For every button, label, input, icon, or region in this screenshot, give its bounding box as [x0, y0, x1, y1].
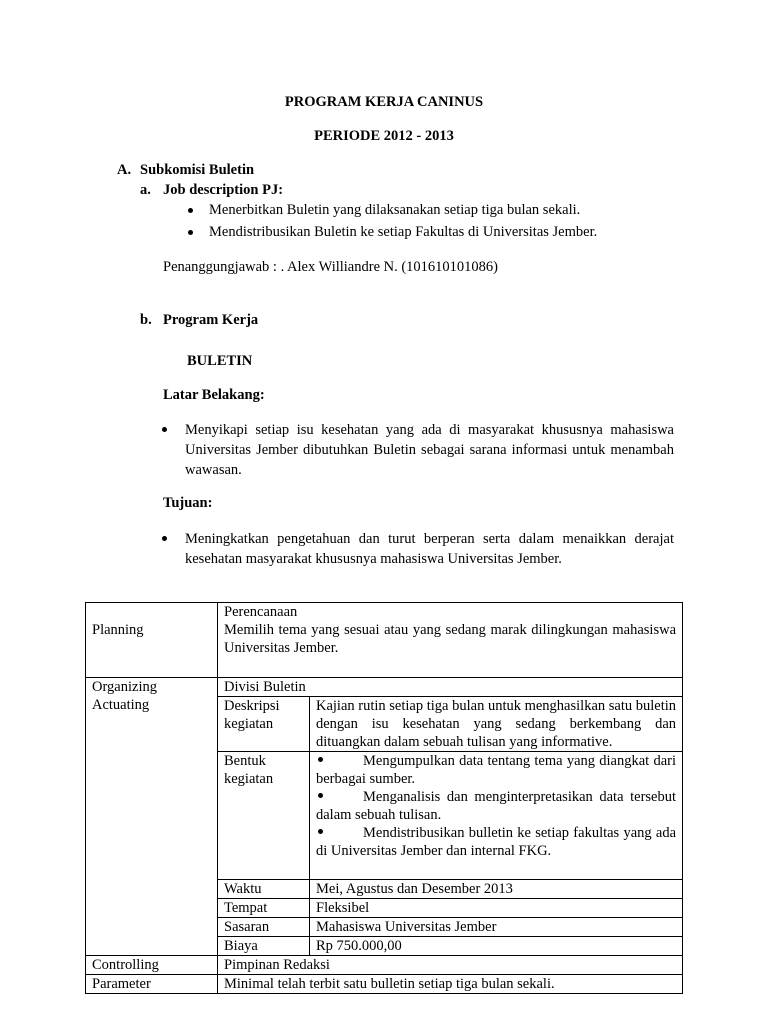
document-period: PERIODE 2012 - 2013 — [314, 128, 454, 144]
bullet-icon — [162, 427, 167, 432]
organizing-label: Organizing — [92, 678, 157, 695]
tempat-value: Fleksibel — [316, 899, 370, 916]
bullet-icon — [318, 793, 323, 798]
tempat-value-cell — [310, 898, 683, 917]
document-title: PROGRAM KERJA CANINUS — [284, 94, 484, 110]
subsection-a-heading: Job description PJ: — [163, 182, 284, 198]
bentuk-item-3-text: Mendistribusikan bulletin ke setiap fakultas yang ada di Universitas Jember dan internal FKG. — [316, 824, 677, 859]
sasaran-label: Sasaran — [224, 918, 270, 935]
job-bullet-2: Mendistribusikan Buletin ke setiap Fakultas di Universitas Jember. — [209, 224, 598, 240]
bentuk-item-3 — [316, 824, 676, 860]
biaya-label-cell — [218, 936, 310, 955]
actuating-label: Actuating — [92, 697, 150, 713]
bullet-icon — [188, 230, 193, 235]
goal-heading: Tujuan: — [163, 495, 213, 511]
background-heading: Latar Belakang: — [163, 387, 265, 403]
sasaran-value: Mahasiswa Universitas Jember — [316, 918, 497, 935]
bentuk-items-cell — [310, 751, 683, 879]
bentuk-item-1-text: Mengumpulkan data tentang tema yang diangkat dari berbagai sumber. — [316, 752, 677, 787]
planning-text-cell — [218, 621, 683, 677]
job-bullet-1: Menerbitkan Buletin yang dilaksanakan setiap tiga bulan sekali. — [209, 202, 581, 218]
organizing-label-cell — [86, 677, 218, 696]
sasaran-label-cell — [218, 917, 310, 936]
biaya-value-cell — [310, 936, 683, 955]
tempat-label-cell — [218, 898, 310, 917]
background-text: Menyikapi setiap isu kesehatan yang ada di masyarakat khususnya mahasiswa Universitas Jember dibutuhkan Buletin sebagai sarana informasi untuk menambah wawasan. — [185, 422, 674, 478]
deskripsi-text-cell — [310, 696, 683, 751]
deskripsi-label: Deskripsi kegiatan — [224, 697, 280, 732]
deskripsi-text: Kajian rutin setiap tiga bulan untuk menghasilkan satu buletin dengan isu kesehatan yang sedang berkembang dan dituangkan dalam sebuah tulisan yang informative. — [316, 697, 677, 750]
sasaran-value-cell — [310, 917, 683, 936]
waktu-label-cell — [218, 879, 310, 898]
bentuk-item-1 — [316, 752, 676, 788]
parameter-value-cell — [218, 974, 683, 993]
bullet-icon — [318, 757, 323, 762]
program-table — [85, 602, 683, 994]
deskripsi-label-cell — [218, 696, 310, 751]
planning-text: Memilih tema yang sesuai atau yang sedang marak dilingkungan mahasiswa Universitas Jember. — [224, 622, 677, 656]
tempat-label: Tempat — [224, 899, 268, 916]
waktu-value-cell — [310, 879, 683, 898]
planning-label: Planning — [92, 622, 144, 638]
bentuk-label-cell — [218, 751, 310, 879]
biaya-value: Rp 750.000,00 — [316, 937, 402, 954]
perencanaan-cell — [218, 603, 683, 622]
organizing-value: Divisi Buletin — [224, 678, 306, 695]
perencanaan-label: Perencanaan — [224, 604, 298, 620]
parameter-value: Minimal telah terbit satu bulletin setiap tiga bulan sekali. — [224, 975, 555, 992]
bullet-icon — [188, 208, 193, 213]
table-cell-empty — [86, 603, 218, 622]
program-name: BULETIN — [187, 353, 253, 369]
goal-text: Meningkatkan pengetahuan dan turut berperan serta dalam menaikkan derajat kesehatan masyarakat khususnya mahasiswa Universitas Jember. — [185, 531, 674, 567]
bullet-icon — [162, 536, 167, 541]
controlling-value-cell — [218, 955, 683, 974]
subsection-b-marker: b. — [140, 312, 152, 328]
parameter-label-cell — [86, 974, 218, 993]
subsection-b-heading: Program Kerja — [163, 312, 259, 328]
biaya-label: Biaya — [224, 937, 258, 954]
bullet-icon — [318, 829, 323, 834]
bentuk-label: Bentuk kegiatan — [224, 752, 274, 787]
waktu-value: Mei, Agustus dan Desember 2013 — [316, 880, 513, 897]
planning-label-cell — [86, 621, 218, 677]
organizing-value-cell — [218, 677, 683, 696]
controlling-label: Controlling — [92, 956, 159, 973]
parameter-label: Parameter — [92, 975, 151, 992]
waktu-label: Waktu — [224, 880, 262, 897]
controlling-value: Pimpinan Redaksi — [224, 956, 330, 973]
controlling-label-cell — [86, 955, 218, 974]
subsection-a-marker: a. — [140, 182, 151, 198]
section-a-marker: A. — [117, 162, 132, 178]
bentuk-item-2-text: Menganalisis dan menginterpretasikan data tersebut dalam sebuah tulisan. — [316, 788, 677, 823]
bentuk-item-2 — [316, 788, 676, 824]
responsible-person: Penanggungjawab : . Alex Williandre N. (101610101086) — [163, 259, 499, 275]
actuating-label-cell — [86, 696, 218, 955]
section-a-heading: Subkomisi Buletin — [140, 162, 255, 178]
